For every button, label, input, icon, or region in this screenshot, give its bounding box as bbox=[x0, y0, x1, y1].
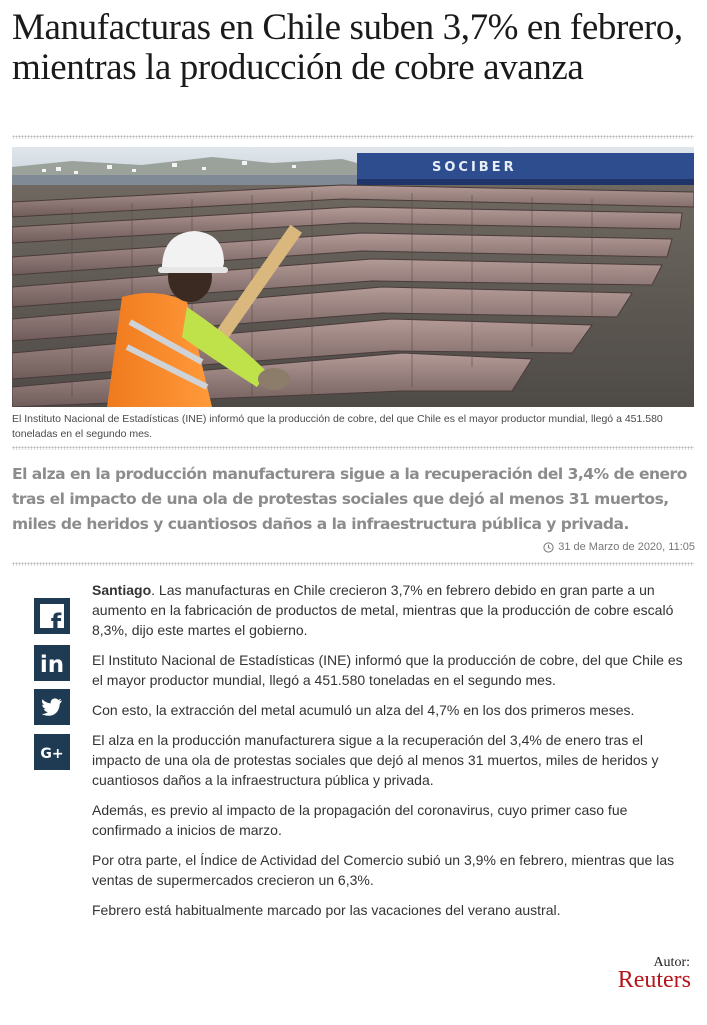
linkedin-icon bbox=[34, 645, 70, 681]
paragraph-text: . Las manufacturas en Chile crecieron 3,7% en febrero debido en gran parte a un aumento en la fabricación de productos de metal, mientras que la producción de cobre escaló 8,3%, dijo este martes el gobierno. bbox=[92, 582, 674, 638]
author-name[interactable]: Reuters bbox=[617, 967, 691, 993]
author-label: Autor: bbox=[653, 955, 690, 970]
facebook-icon bbox=[34, 598, 70, 634]
share-facebook-button[interactable] bbox=[34, 598, 70, 634]
article-photo bbox=[12, 147, 694, 407]
ship-name: SOCIBER bbox=[432, 160, 517, 175]
svg-text:in: in bbox=[39, 652, 65, 678]
svg-text:f: f bbox=[50, 609, 62, 634]
divider bbox=[12, 562, 694, 566]
divider bbox=[12, 446, 694, 450]
paragraph: Con esto, la extracción del metal acumuló un alza del 4,7% en los dos primeros meses. bbox=[92, 702, 635, 718]
divider bbox=[12, 135, 694, 139]
twitter-icon bbox=[34, 689, 70, 725]
paragraph bbox=[92, 580, 692, 640]
photo-caption: El Instituto Nacional de Estadísticas (INE) informó que la producción de cobre, del que Chile es el mayor productor mundial, llegó a 451.580 toneladas en el segundo mes. bbox=[12, 413, 663, 440]
article-body bbox=[92, 580, 692, 930]
share-linkedin-button[interactable] bbox=[34, 645, 70, 681]
svg-text:G+: G+ bbox=[40, 746, 64, 762]
google-plus-icon bbox=[34, 734, 70, 770]
date-text: 31 de Marzo de 2020, 11:05 bbox=[558, 541, 695, 553]
paragraph: Febrero está habitualmente marcado por las vacaciones del verano austral. bbox=[92, 902, 561, 918]
dateline-city: Santiago bbox=[92, 582, 152, 598]
article-lead: El alza en la producción manufacturera sigue a la recuperación del 3,4% de enero tras el impacto de una ola de protestas sociales que dejó al menos 31 muertos, miles de heridos y cuantiosos daños a la infraestructura pública y privada. bbox=[12, 465, 687, 533]
paragraph: El alza en la producción manufacturera sigue a la recuperación del 3,4% de enero tras el impacto de una ola de protestas sociales que dejó al menos 31 muertos, miles de heridos y cuantiosos daños a la infraestructura pública y privada. bbox=[92, 732, 659, 788]
clock-icon bbox=[543, 542, 554, 553]
paragraph: El Instituto Nacional de Estadísticas (INE) informó que la producción de cobre, del que Chile es el mayor productor mundial, llegó a 451.580 toneladas en el segundo mes. bbox=[92, 652, 683, 688]
publish-date bbox=[543, 541, 695, 553]
paragraph: Además, es previo al impacto de la propagación del coronavirus, cuyo primer caso fue confirmado a inicios de marzo. bbox=[92, 802, 628, 838]
share-twitter-button[interactable] bbox=[34, 689, 70, 725]
share-googleplus-button[interactable] bbox=[34, 734, 70, 770]
article-headline: Manufacturas en Chile suben 3,7% en febrero, mientras la producción de cobre avanza bbox=[12, 7, 683, 88]
paragraph: Por otra parte, el Índice de Actividad del Comercio subió un 3,9% en febrero, mientras que las ventas de supermercados crecieron un 6,3%. bbox=[92, 852, 675, 888]
